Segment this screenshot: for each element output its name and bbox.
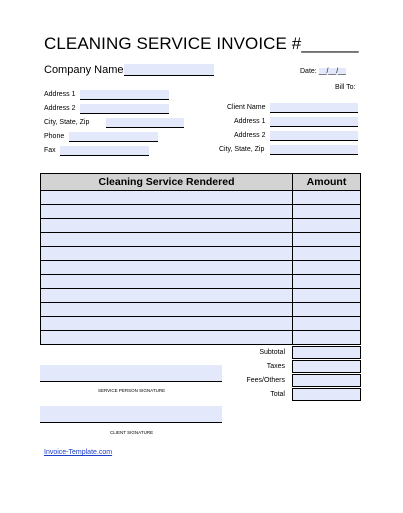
service-description-cell[interactable] [41,275,293,289]
table-row [41,317,361,331]
invoice-title [44,34,359,54]
table-row [41,261,361,275]
table-row [41,219,361,233]
from-fax-field[interactable] [60,146,149,156]
from-address2-label: Address 2 [44,105,76,112]
amount-cell[interactable] [293,233,361,247]
client-signature-field[interactable] [40,406,222,423]
service-person-signature-field[interactable] [40,365,222,382]
taxes-field[interactable] [292,360,361,373]
company-name-label: Company Name [44,64,124,76]
amount-column-header: Amount [293,174,361,191]
amount-cell[interactable] [293,205,361,219]
amount-cell[interactable] [293,261,361,275]
service-column-header: Cleaning Service Rendered [41,174,293,191]
from-address1-label: Address 1 [44,91,76,98]
service-description-cell[interactable] [41,219,293,233]
client-name-label: Client Name [227,104,266,111]
invoice-number-blank[interactable]: ______ [301,34,359,53]
table-row [41,275,361,289]
invoice-title-text: CLEANING SERVICE INVOICE # [44,34,302,53]
client-signature-label: CLIENT SIGNATURE [110,430,154,435]
table-row [41,289,361,303]
client-city-label: City, State, Zip [219,146,265,153]
invoice-template-link[interactable]: Invoice-Template.com [44,449,113,456]
client-address2-label: Address 2 [234,132,266,139]
from-city-label: City, State, Zip [44,119,90,126]
client-address2-field[interactable] [270,131,358,141]
total-field[interactable] [292,388,361,401]
fees-field[interactable] [292,374,361,387]
fees-label: Fees/Others [246,377,285,384]
total-label: Total [270,391,285,398]
date-label [300,68,346,75]
from-phone-label: Phone [44,133,65,140]
service-description-cell[interactable] [41,289,293,303]
amount-cell[interactable] [293,289,361,303]
service-description-cell[interactable] [41,205,293,219]
taxes-label: Taxes [266,363,285,370]
table-row [41,247,361,261]
table-row [41,191,361,205]
date-label-text: Date: [300,68,317,75]
client-name-field[interactable] [270,103,358,113]
from-address2-field[interactable] [80,104,169,114]
from-phone-field[interactable] [69,132,158,142]
client-city-field[interactable] [270,145,358,155]
subtotal-field[interactable] [292,346,361,359]
table-row [41,331,361,345]
from-address1-field[interactable] [80,90,169,100]
company-name-field[interactable] [124,64,214,76]
service-description-cell[interactable] [41,191,293,205]
table-row [41,233,361,247]
service-table-body [41,191,361,345]
amount-cell[interactable] [293,275,361,289]
service-description-cell[interactable] [41,233,293,247]
amount-cell[interactable] [293,191,361,205]
table-row [41,205,361,219]
amount-cell[interactable] [293,317,361,331]
service-table [40,173,361,345]
from-city-field[interactable] [106,118,184,128]
bill-to-heading: Bill To: [335,84,356,91]
amount-cell[interactable] [293,219,361,233]
amount-cell[interactable] [293,331,361,345]
service-description-cell[interactable] [41,317,293,331]
amount-cell[interactable] [293,303,361,317]
service-description-cell[interactable] [41,261,293,275]
service-person-signature-label: SERVICE PERSON SIGNATURE [98,388,166,393]
table-row [41,303,361,317]
subtotal-label: Subtotal [259,349,285,356]
service-table-header [41,174,361,191]
client-address1-label: Address 1 [234,118,266,125]
from-fax-label: Fax [44,147,56,154]
service-description-cell[interactable] [41,331,293,345]
amount-cell[interactable] [293,247,361,261]
client-address1-field[interactable] [270,117,358,127]
service-description-cell[interactable] [41,247,293,261]
service-description-cell[interactable] [41,303,293,317]
date-value[interactable]: __/__/__ [318,68,346,75]
